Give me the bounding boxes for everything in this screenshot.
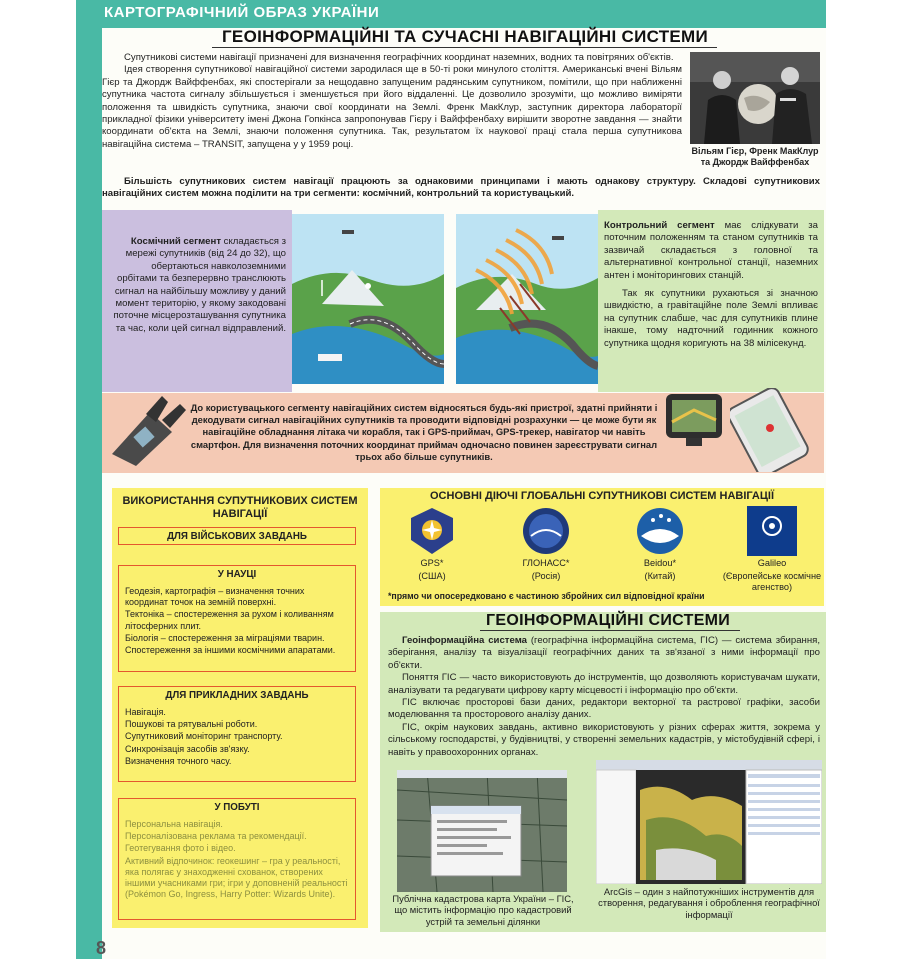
gps-tracker-device xyxy=(106,392,190,468)
daily-box xyxy=(118,798,356,920)
glonass-name: ГЛОНАСС* xyxy=(522,558,570,568)
page-edge-band xyxy=(76,0,102,959)
list-item: Персоналізована реклама та рекомендації. xyxy=(125,831,307,842)
list-item: Спостереження за іншими космічними апаратами. xyxy=(125,645,336,656)
gis-title-underline xyxy=(480,630,740,631)
list-item: Супутниковий моніторинг транспорту. xyxy=(125,731,283,742)
list-item: Пошукові та рятувальні роботи. xyxy=(125,719,258,730)
daily-list xyxy=(119,815,355,903)
gps-name: GPS* xyxy=(420,558,444,568)
applied-head: ДЛЯ ПРИКЛАДНИХ ЗАВДАНЬ xyxy=(165,690,309,701)
applied-box xyxy=(118,686,356,782)
science-list xyxy=(119,582,355,659)
title-underline xyxy=(212,47,717,48)
gis-term: Геоінформаційна система xyxy=(402,635,527,646)
list-item: Геодезія, картографія – визначення точних координат точок на земній поверхні. xyxy=(125,586,305,608)
historical-photo xyxy=(690,52,820,144)
gps-country: (США) xyxy=(418,571,446,581)
control-segment-illustration xyxy=(456,214,598,384)
section-title: КАРТОГРАФІЧНИЙ ОБРАЗ УКРАЇНИ xyxy=(104,4,380,21)
list-item: Персональна навігація. xyxy=(125,819,223,829)
cadastral-map-screenshot xyxy=(397,770,567,892)
space-segment-illustration xyxy=(292,214,444,384)
summary-text: Більшість супутникових систем навігації працюють за однаковими принципами і мають однакову структуру. Складові супутникових навігаційних систем можна поділити на три сегменти: космічний, контрольний та користувацький. xyxy=(102,176,820,200)
military-box xyxy=(118,527,356,545)
space-segment-term: Космічний сегмент xyxy=(130,236,222,247)
gis-paragraph-4: ГІС, окрім наукових завдань, активно використовують у різних сферах життя, зокрема у сільському господарстві, у будівництві, у створенні земельних кадастрів, у містобудівній сфері, і навіть у правоохоронних органах. xyxy=(388,721,820,758)
applied-list xyxy=(119,703,355,770)
science-box xyxy=(118,565,356,672)
list-item: Геотегування фото і відео. xyxy=(125,843,236,854)
user-segment-paragraph xyxy=(190,402,658,463)
galileo-name: Galileo xyxy=(757,558,787,568)
gps-logo-icon xyxy=(407,506,457,556)
gnss-gps xyxy=(384,506,480,582)
photo-caption: Вільям Гієр, Френк МакКлур та Джордж Вайффенбах xyxy=(691,146,819,167)
gnss-title: ОСНОВНІ ДІЮЧІ ГЛОБАЛЬНІ СУПУТНИКОВІ СИСТЕМ НАВІГАЦІЇ xyxy=(430,490,774,502)
control-segment-term: Контрольний сегмент xyxy=(604,220,715,231)
control-segment-description: має слідкувати за поточним положенням та станом супутників та зазвичай складається з головної та альтернативної контрольної станції, наземних антен і моніторингових станцій. xyxy=(604,220,818,281)
intro-paragraph-2: Ідея створення супутникової навігаційної системи зародилася ще в 50-ті роки минулого століття. Американські вчені Вільям Гієр та Джордж Вайффенбах, які спостерігали за нещодавно запущеним радянським супутником, помітили, що при наближенні супутника частота сигналу збільшується і зменшується при його віддаленні. Це дозволило зрозуміти, що можливо виміряти положення та швидкість супутника, знаючи свої координати на Землі. Френк МакКлур, заступник директора лабораторії прикладної фізики університету імені Джона Гопкінса запропонував Гієру і Вайффенбаху вирішити зворотне завдання — знайти координати об'єкта на Землі, знаючи положення супутника. Так, результатом їх наукової праці стала перша супутникова навігаційна система – TRANSIT, запущена у у 1959 році. xyxy=(102,64,682,150)
intro-text xyxy=(102,52,682,151)
science-head: У НАУЦІ xyxy=(217,569,257,580)
car-navigator-device xyxy=(664,392,724,448)
page-title: ГЕОІНФОРМАЦІЙНІ ТА СУЧАСНІ НАВІГАЦІЙНІ СИСТЕМИ xyxy=(222,27,709,46)
list-item: Тектоніка – спостереження за рухом і коливанням літосферних плит. xyxy=(125,609,334,631)
space-segment-paragraph xyxy=(110,236,286,335)
galileo-logo-icon xyxy=(747,506,797,556)
galileo-country: (Європейське космічне агенство) xyxy=(722,571,822,592)
user-segment-description: навігаційних систем відносяться будь-які пристрої, здатні прийняти і декодувати сигнал навігаційних супутників та проводити відповідні розрахунки — це може бути як навігаційне обладнання літака чи корабля, так і GPS-приймач, GPS-трекер, навігатор чи навіть смартфон. Для визначення поточних координат приймач одночасно повинен зареєструвати сигнал трьох або більше супутників. xyxy=(190,402,658,462)
beidou-logo-icon xyxy=(635,506,685,556)
daily-head: У ПОБУТІ xyxy=(214,802,260,813)
gis-title: ГЕОІНФОРМАЦІЙНІ СИСТЕМИ xyxy=(486,612,731,629)
gis-paragraph-1 xyxy=(388,635,820,672)
beidou-country: (Китай) xyxy=(644,571,676,581)
military-head: ДЛЯ ВІЙСЬКОВИХ ЗАВДАНЬ xyxy=(167,531,307,542)
usage-title: ВИКОРИСТАННЯ СУПУТНИКОВИХ СИСТЕМ НАВІГАЦІЇ xyxy=(122,495,358,520)
arcgis-caption: ArcGis – один з найпотужніших інструментів для створення, редагування і оброблення географічної інформації xyxy=(598,886,820,920)
beidou-name: Beidou* xyxy=(643,558,677,568)
intro-paragraph-1: Супутникові системи навігації призначені для визначення географічних координат наземних, водних та повітряних об'єктів. xyxy=(124,52,674,63)
space-segment-description: складається з мережі супутників (від 24 до 32), що обертаються навколоземними орбітами та безперервно транслюють сигнал на найбільшу можливу у даний момент територію, у якому закодовані поточне місцерозташування супутника та час, коли цей сигнал відправлений. xyxy=(113,236,286,334)
glonass-logo-icon xyxy=(521,506,571,556)
list-item: Визначення точного часу. xyxy=(125,755,232,766)
space-segment-text xyxy=(110,236,286,335)
user-segment-text xyxy=(190,402,658,463)
list-item: Біологія – спостереження за міграціями тварин. xyxy=(125,632,325,643)
gis-text xyxy=(388,635,820,759)
segments-summary xyxy=(102,176,820,201)
smartphone-device xyxy=(730,388,810,472)
arcgis-screenshot xyxy=(596,760,822,884)
gnss-beidou xyxy=(612,506,708,582)
gnss-footnote: *прямо чи опосередковано є частиною збройних сил відповідної країни xyxy=(388,591,705,601)
user-segment-term: користувацького сегменту xyxy=(205,402,330,413)
control-segment-paragraph-2: Так як супутники рухаються зі значною швидкістю, а гравітаційне поле Землі впливає на супутник слабше, час для супутників плине інакше, тому надточний годинник кожного супутника щодня коригують на 38 мілісекунд. xyxy=(604,288,818,349)
gis-paragraph-2: Поняття ГІС — часто використовують до інструментів, що дозволяють користувачам шукати, аналізувати та редагувати цифрову карту місцевості і інформацію про об'єкти. xyxy=(388,672,820,696)
gnss-glonass xyxy=(498,506,594,582)
list-item: Синхронізація засобів зв'язку. xyxy=(125,743,250,754)
list-item: Активний відпочинок: геокешинг – гра у реальності, яка полягає у знаходженні схованок, створених іншими учасниками гри; ігри у доповненій реальності (Pokémon Go, Ingress, Harry Potter: Wizards Unite). xyxy=(125,855,348,900)
control-segment-paragraph-1 xyxy=(604,220,818,282)
cadastral-map-caption: Публічна кадастрова карта України – ГІС, що містить інформацію про кадастровий устрій та земельні ділянки xyxy=(392,893,574,927)
page-number: 8 xyxy=(96,938,107,958)
gis-paragraph-3: ГІС включає просторові бази даних, редактори векторної та растрової графіки, засоби моделювання та просторового аналізу даних. xyxy=(388,697,820,721)
glonass-country: (Росія) xyxy=(531,571,561,581)
summary-paragraph xyxy=(102,176,820,201)
control-segment-text xyxy=(604,220,818,350)
gnss-galileo xyxy=(720,506,824,593)
gis-definition: (географічна інформаційна система, ГІС) — система збирання, зберігання, аналізу та візуалізації географічних даних та зв'язаної з ними інформації про об'єкти. xyxy=(388,635,820,671)
user-segment-prefix: До xyxy=(190,402,206,413)
list-item: Навігація. xyxy=(125,707,166,717)
